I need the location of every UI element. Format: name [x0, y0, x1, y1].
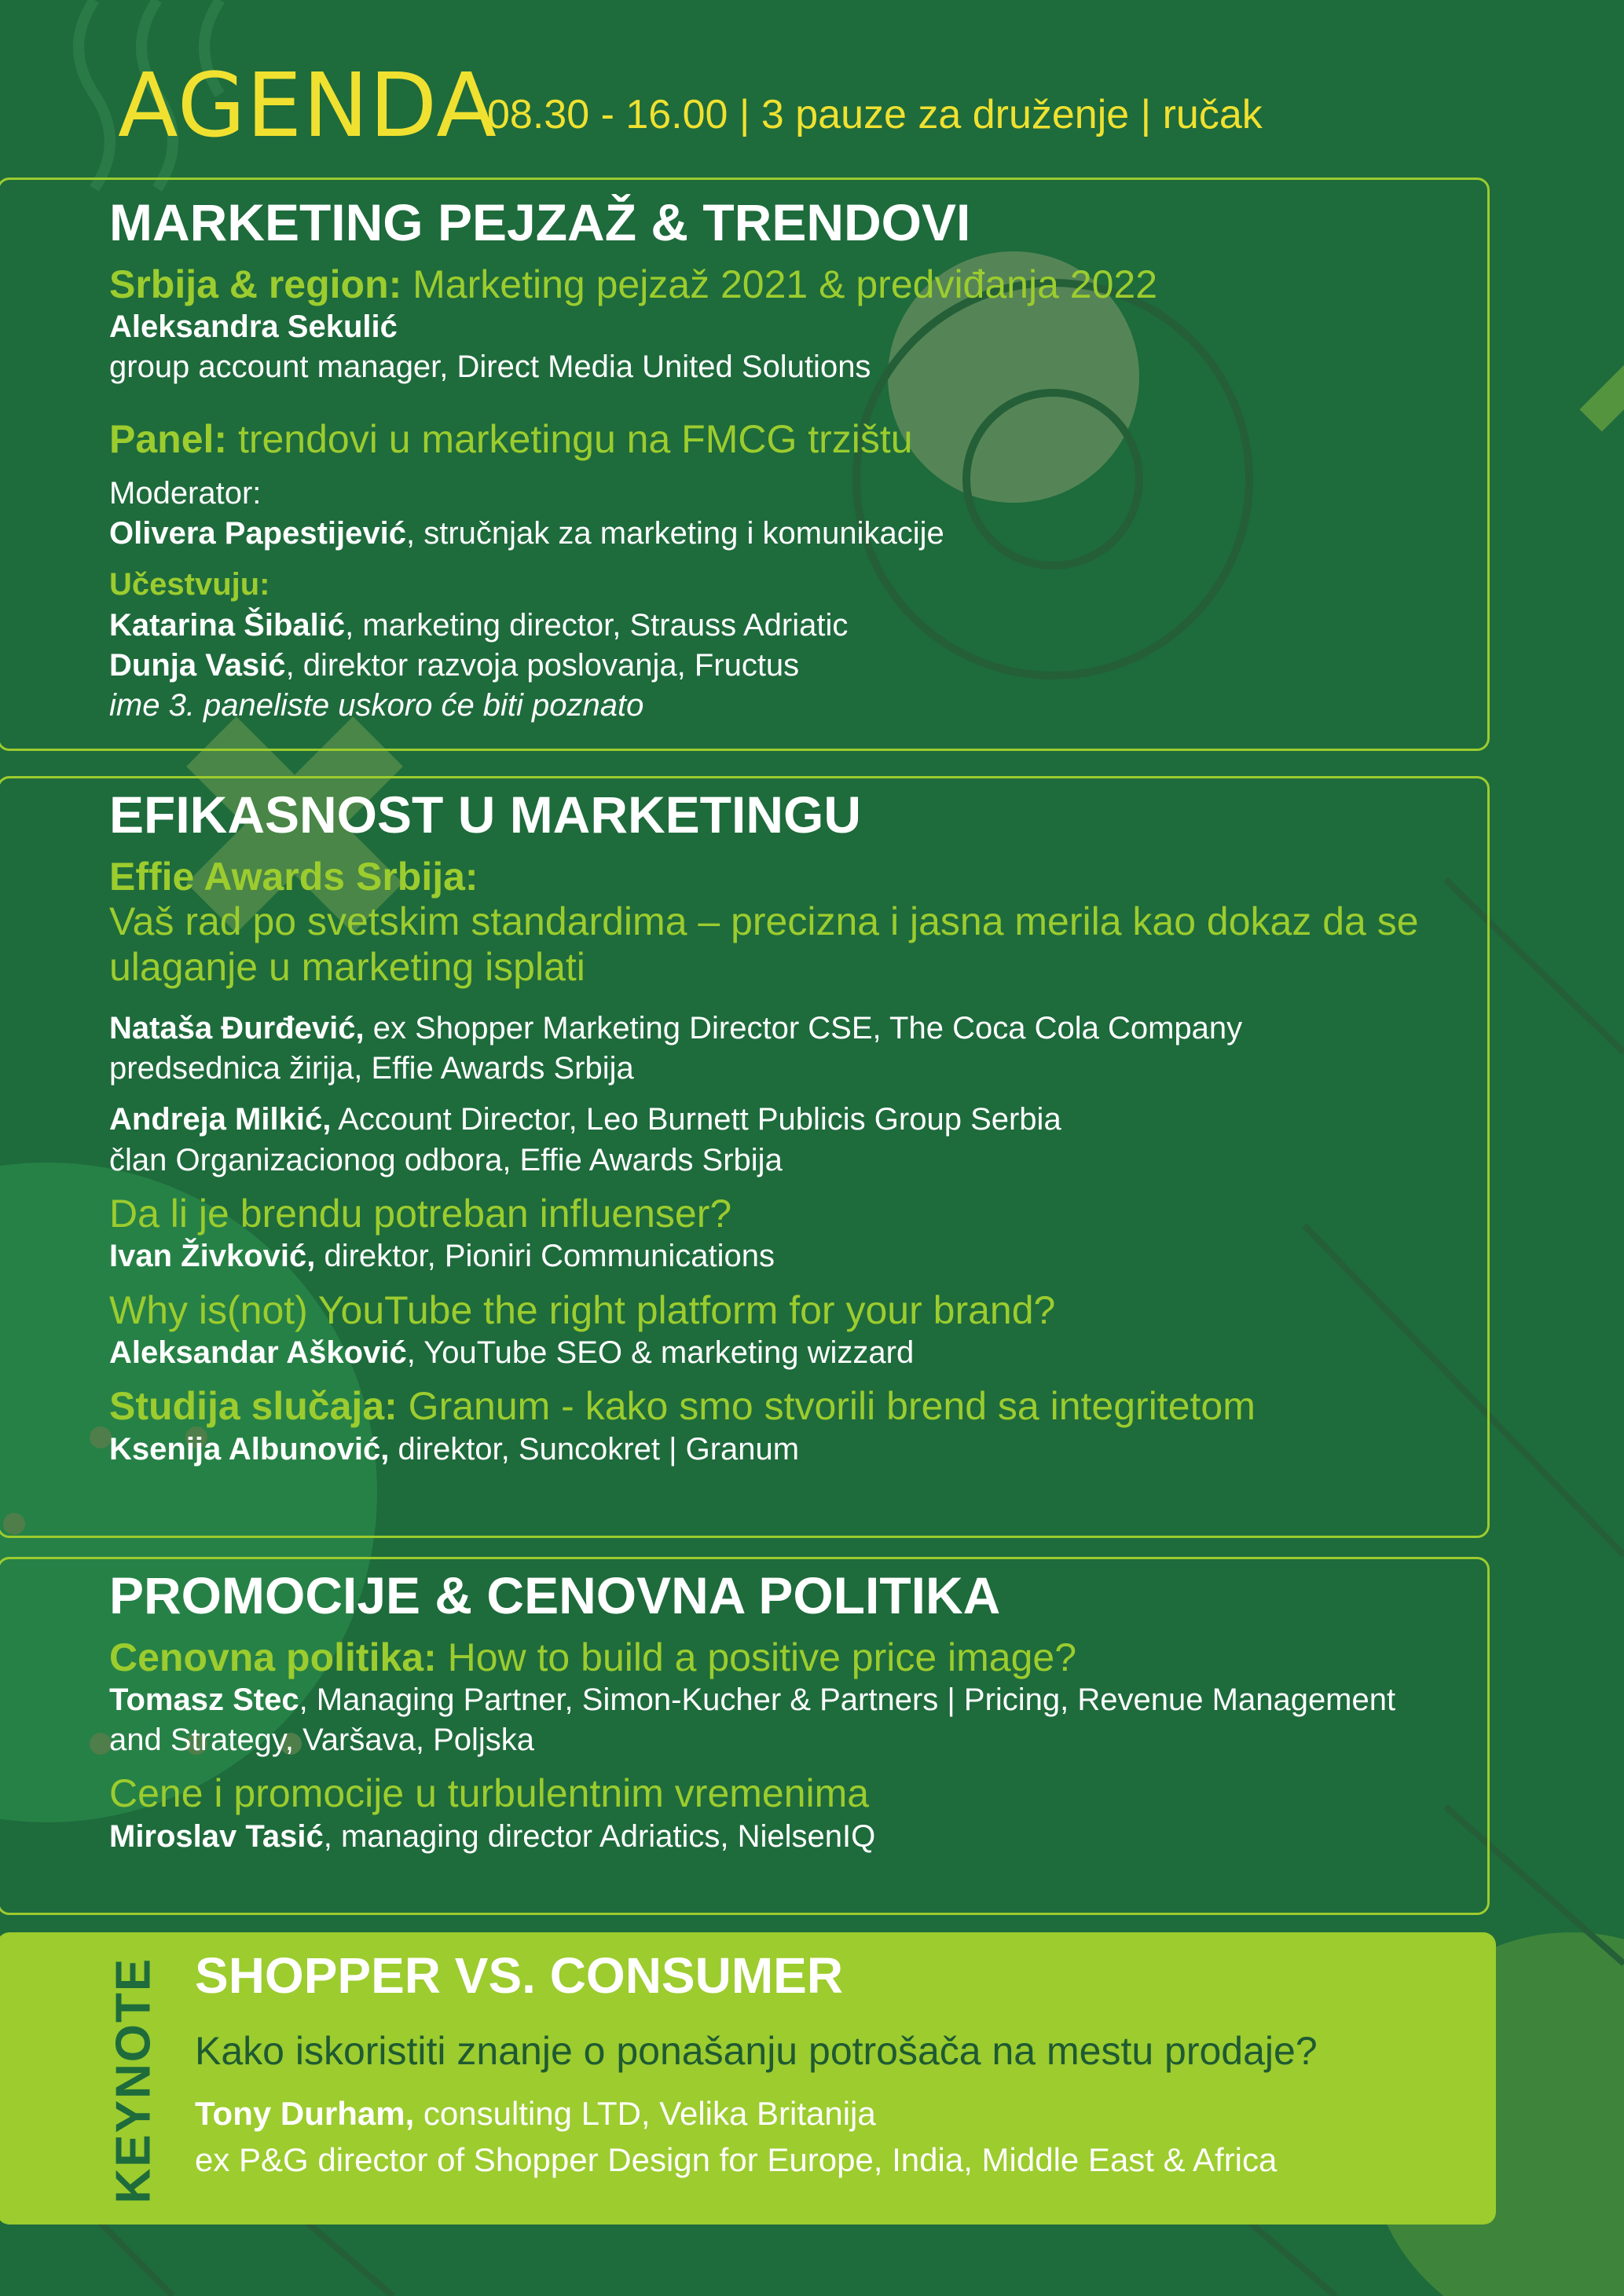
keynote-content [195, 1946, 1498, 2184]
agenda-header [118, 47, 1532, 157]
moderator-label: Moderator: [109, 475, 262, 511]
topic-text: Marketing pejzaž 2021 & predviđanja 2022 [401, 262, 1158, 306]
section-marketing-efficiency [0, 776, 1490, 1538]
speaker [109, 1430, 1456, 1470]
topic-label: Panel: [109, 417, 228, 462]
keynote-label: KEYNOTE [106, 1957, 161, 2204]
topic-serbia-region [109, 262, 1456, 308]
speaker-role: , stručnjak za marketing i komunikacije [406, 516, 944, 551]
speaker-name: Aleksandar Ašković [109, 1335, 407, 1371]
participants-label: Učestvuju: [109, 567, 270, 602]
topic-youtube: Why is(not) YouTube the right platform for your brand? [109, 1287, 1056, 1332]
section-title: MARKETING PEJZAŽ & TRENDOVI [109, 193, 971, 251]
speaker [109, 1817, 1456, 1857]
speaker-name: Andreja Milkić, [109, 1102, 332, 1137]
topic-pricing [109, 1635, 1456, 1681]
speaker-name: Olivera Papestijević [109, 516, 407, 551]
section-marketing-trends [0, 178, 1490, 751]
speaker-name: Aleksandra Sekulić [109, 309, 398, 345]
topic-effie-label: Effie Awards Srbija: [109, 854, 478, 899]
speaker-name: Ksenija Albunović, [109, 1431, 390, 1467]
speaker-name: Tony Durham, [195, 2095, 415, 2132]
topic-label: Studija slučaja: [109, 1384, 398, 1429]
speaker [109, 1009, 1456, 1049]
speaker-name: Miroslav Tasić [109, 1818, 324, 1854]
speaker-role: , Managing Partner, Simon-Kucher & Partners | Pricing, Revenue Management and Strategy, Varšava, Poljska [109, 1683, 1396, 1758]
topic-turbulent-times: Cene i promocije u turbulentnim vremenima [109, 1771, 870, 1816]
section-title: EFIKASNOST U MARKETINGU [109, 785, 861, 844]
speaker-role: , managing director Adriatics, NielsenIQ [323, 1818, 876, 1854]
participant-note: ime 3. paneliste uskoro će biti poznato [109, 687, 644, 723]
speaker-role-2: član Organizacionog odbora, Effie Awards Srbija [109, 1142, 783, 1177]
section-title: PROMOCIJE & CENOVNA POLITIKA [109, 1566, 1001, 1624]
keynote-speaker-role-2: ex P&G director of Shopper Design for Europe, India, Middle East & Africa [195, 2140, 1278, 2178]
keynote-label-box [94, 1957, 173, 2204]
speaker-role: Account Director, Leo Burnett Publicis Group Serbia [331, 1102, 1061, 1137]
speaker-name: Ivan Živković, [109, 1239, 316, 1274]
keynote-speaker [195, 2091, 1498, 2137]
topic-text: trendovi u marketingu na FMCG trzištu [227, 417, 913, 462]
speaker-role: direktor, Pioniri Communications [315, 1239, 775, 1274]
speaker-name: Tomasz Stec [109, 1683, 299, 1718]
speaker-role: direktor, Suncokret | Granum [389, 1431, 800, 1467]
agenda-title: AGENDA [118, 55, 497, 157]
speaker-name: Katarina Šibalić [109, 607, 346, 643]
topic-effie-text: Vaš rad po svetskim standardima – precizna i jasna merila kao dokaz da se ulaganje u marketing isplati [109, 899, 1419, 989]
speaker [109, 1680, 1456, 1760]
topic-influencer: Da li je brendu potreban influenser? [109, 1191, 732, 1236]
topic-label: Cenovna politika: [109, 1635, 437, 1679]
speaker-name: Nataša Đurđević, [109, 1011, 365, 1046]
speaker-role-2: predsednica žirija, Effie Awards Srbija [109, 1051, 634, 1086]
topic-text: How to build a positive price image? [436, 1635, 1077, 1679]
speaker [109, 1236, 1456, 1276]
agenda-schedule-info: 08.30 - 16.00 | 3 pauze za druženje | ručak [487, 92, 1263, 137]
topic-label: Srbija & region: [109, 262, 402, 306]
speaker-role: , YouTube SEO & marketing wizzard [406, 1335, 915, 1371]
speaker-role: group account manager, Direct Media United Solutions [109, 350, 871, 385]
topic-text: Granum - kako smo stvorili brend sa integritetom [397, 1384, 1256, 1429]
speaker [109, 1100, 1456, 1140]
section-promotions-pricing [0, 1557, 1490, 1915]
speaker-role: , direktor razvoja poslovanja, Fructus [285, 647, 800, 683]
topic-case-study [109, 1384, 1456, 1430]
participant [109, 646, 1456, 686]
speaker-name: Dunja Vasić [109, 647, 286, 683]
moderator [109, 514, 1456, 554]
speaker-role: consulting LTD, Velika Britanija [414, 2095, 876, 2132]
speaker [109, 1333, 1456, 1373]
keynote-topic: Kako iskoristiti znanje o ponašanju potrošača na mestu prodaje? [195, 2029, 1318, 2073]
keynote-title: SHOPPER VS. CONSUMER [195, 1947, 844, 2004]
topic-panel [109, 417, 1456, 463]
participant [109, 606, 1456, 646]
speaker-role: , marketing director, Strauss Adriatic [345, 607, 849, 643]
speaker-role: ex Shopper Marketing Director CSE, The Coca Cola Company [364, 1011, 1243, 1046]
